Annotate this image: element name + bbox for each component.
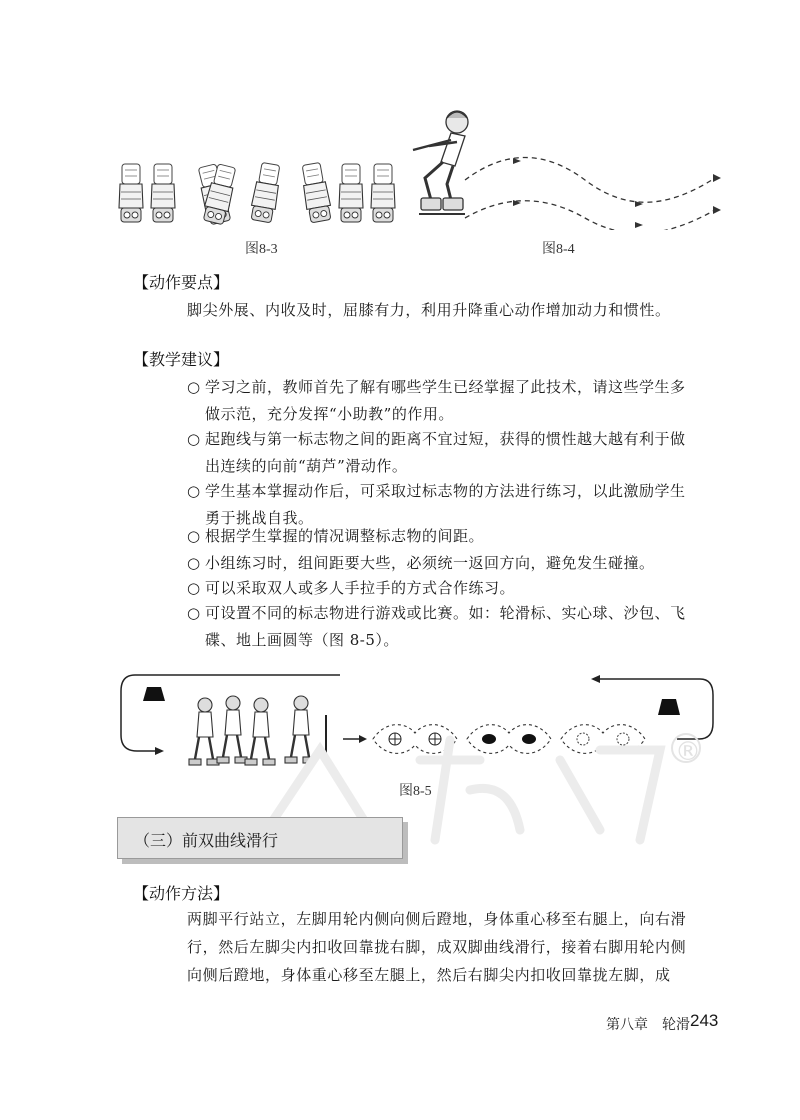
subsection-title-box	[117, 817, 403, 859]
subsection-title: （三）前双曲线滑行	[134, 831, 279, 850]
method-line-2: 行，然后左脚尖内扣收回靠拢右脚，成双脚曲线滑行，接着右脚用轮内侧	[187, 938, 687, 956]
feet-pair-1	[119, 164, 175, 222]
figure-8-3-caption: 图8-3	[245, 242, 278, 257]
suggestion-item-7: ○ 可设置不同的标志物进行游戏或比赛。如：轮滑标、实心球、沙包、飞 碟、地上画圆等（图 8-5）。	[187, 600, 737, 654]
key-points-text: 脚尖外展、内收及时，屈膝有力，利用升降重心动作增加动力和惯性。	[187, 301, 671, 319]
bullet-circle-icon: ○	[187, 527, 201, 545]
bullet-circle-icon: ○	[187, 378, 201, 396]
page-number: 243	[690, 1011, 719, 1030]
feet-pair-3	[249, 162, 333, 223]
feet-pair-4	[339, 164, 395, 222]
bullet-circle-icon: ○	[187, 604, 201, 622]
direction-arrows	[513, 158, 721, 228]
chapter-label: 第八章 轮滑	[606, 1017, 690, 1033]
cone-marker-right	[658, 699, 680, 715]
suggestion-item-5: ○ 小组练习时，组间距要大些，必须统一返回方向，避免发生碰撞。	[187, 550, 737, 577]
key-points-heading: 【动作要点】	[133, 273, 230, 292]
bullet-circle-icon: ○	[187, 430, 201, 448]
cone-marker-left	[143, 687, 165, 701]
feet-pair-2	[195, 163, 238, 225]
method-line-3: 向侧后蹬地，身体重心移至左腿上，然后右脚尖内扣收回靠拢左脚，成	[187, 966, 671, 984]
suggestion-item-1: ○ 学习之前，教师首先了解有哪些学生已经掌握了此技术，请这些学生多 做示范，充分发挥“小助教”的作用。	[187, 374, 737, 428]
figure-8-5-caption: 图8-5	[399, 784, 432, 799]
double-curve-path	[465, 158, 715, 231]
teaching-suggestions-heading: 【教学建议】	[133, 350, 230, 369]
suggestion-item-6: ○ 可以采取双人或多人手拉手的方式合作练习。	[187, 575, 737, 602]
skater-figure	[413, 111, 468, 214]
registered-mark: ®	[675, 737, 701, 767]
bullet-circle-icon: ○	[187, 482, 201, 500]
figure-8-4-illustration	[395, 100, 735, 230]
figure-8-4-caption: 图8-4	[542, 242, 575, 257]
suggestion-item-2: ○ 起跑线与第一标志物之间的距离不宜过短，获得的惯性越大越有利于做 出连续的向前“葫芦”滑动作。	[187, 426, 737, 480]
figure-8-3-illustration	[115, 160, 405, 232]
bullet-circle-icon: ○	[187, 554, 201, 572]
method-heading: 【动作方法】	[133, 884, 230, 903]
bullet-circle-icon: ○	[187, 579, 201, 597]
suggestion-item-4: ○ 根据学生掌握的情况调整标志物的间距。	[187, 523, 737, 550]
method-line-1: 两脚平行站立，左脚用轮内侧向侧后蹬地，身体重心移至右腿上，向右滑	[187, 910, 687, 928]
suggestion-item-3: ○ 学生基本掌握动作后，可采取过标志物的方法进行练习，以此激励学生 勇于挑战自我。	[187, 478, 737, 532]
